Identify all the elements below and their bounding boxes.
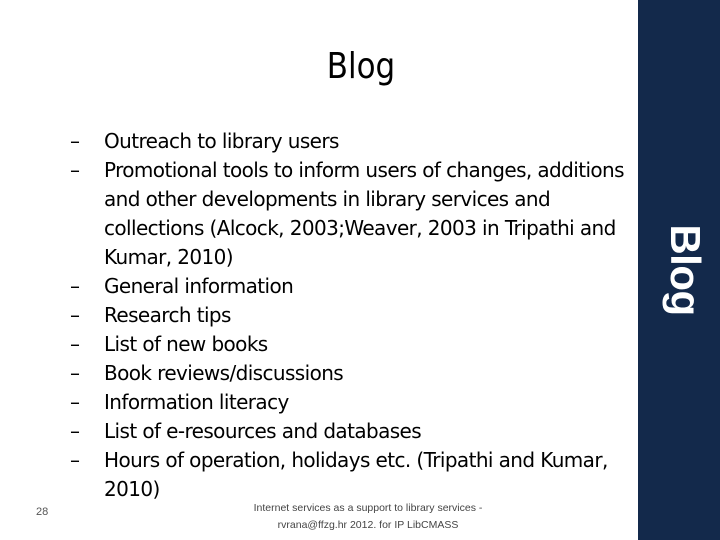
footer-line: rvrana@ffzg.hr 2012. for IP LibCMASS <box>277 519 459 531</box>
bullet-text: Promotional tools to inform users of changes, additions and other developments in library services and collections (Alcock, 2003;Weaver, 2003 in Tripathi and Kumar, 2010) <box>104 158 624 269</box>
bullet-text: Hours of operation, holidays etc. (Tripathi and Kumar, 2010) <box>104 448 608 501</box>
bullet-marker: – <box>70 448 80 472</box>
bullet-marker: – <box>70 332 80 356</box>
list-item <box>70 446 630 504</box>
side-title-bar <box>638 0 720 540</box>
bullet-marker: – <box>70 274 80 298</box>
footer-line: Internet services as a support to library services - <box>253 502 483 514</box>
footer-text <box>200 500 536 534</box>
list-item <box>70 156 630 272</box>
bullet-text: List of new books <box>104 332 268 356</box>
list-item <box>70 417 630 446</box>
list-item <box>70 388 630 417</box>
bullet-marker: – <box>70 129 80 153</box>
bullet-marker: – <box>70 419 80 443</box>
bullet-text: Information literacy <box>104 390 289 414</box>
bullet-text: Book reviews/discussions <box>104 361 344 385</box>
bullet-text: General information <box>104 274 294 298</box>
bullet-list <box>70 127 630 504</box>
bullet-marker: – <box>70 390 80 414</box>
list-item <box>70 272 630 301</box>
bullet-marker: – <box>70 303 80 327</box>
slide-title: Blog <box>326 46 396 87</box>
bullet-text: List of e-resources and databases <box>104 419 422 443</box>
list-item <box>70 127 630 156</box>
list-item <box>70 301 630 330</box>
slide-number: 28 <box>36 506 49 518</box>
bullet-marker: – <box>70 158 80 182</box>
bullet-marker: – <box>70 361 80 385</box>
list-item <box>70 359 630 388</box>
side-title-label: Blog <box>662 224 709 316</box>
bullet-text: Outreach to library users <box>104 129 339 153</box>
list-item <box>70 330 630 359</box>
bullet-text: Research tips <box>104 303 231 327</box>
